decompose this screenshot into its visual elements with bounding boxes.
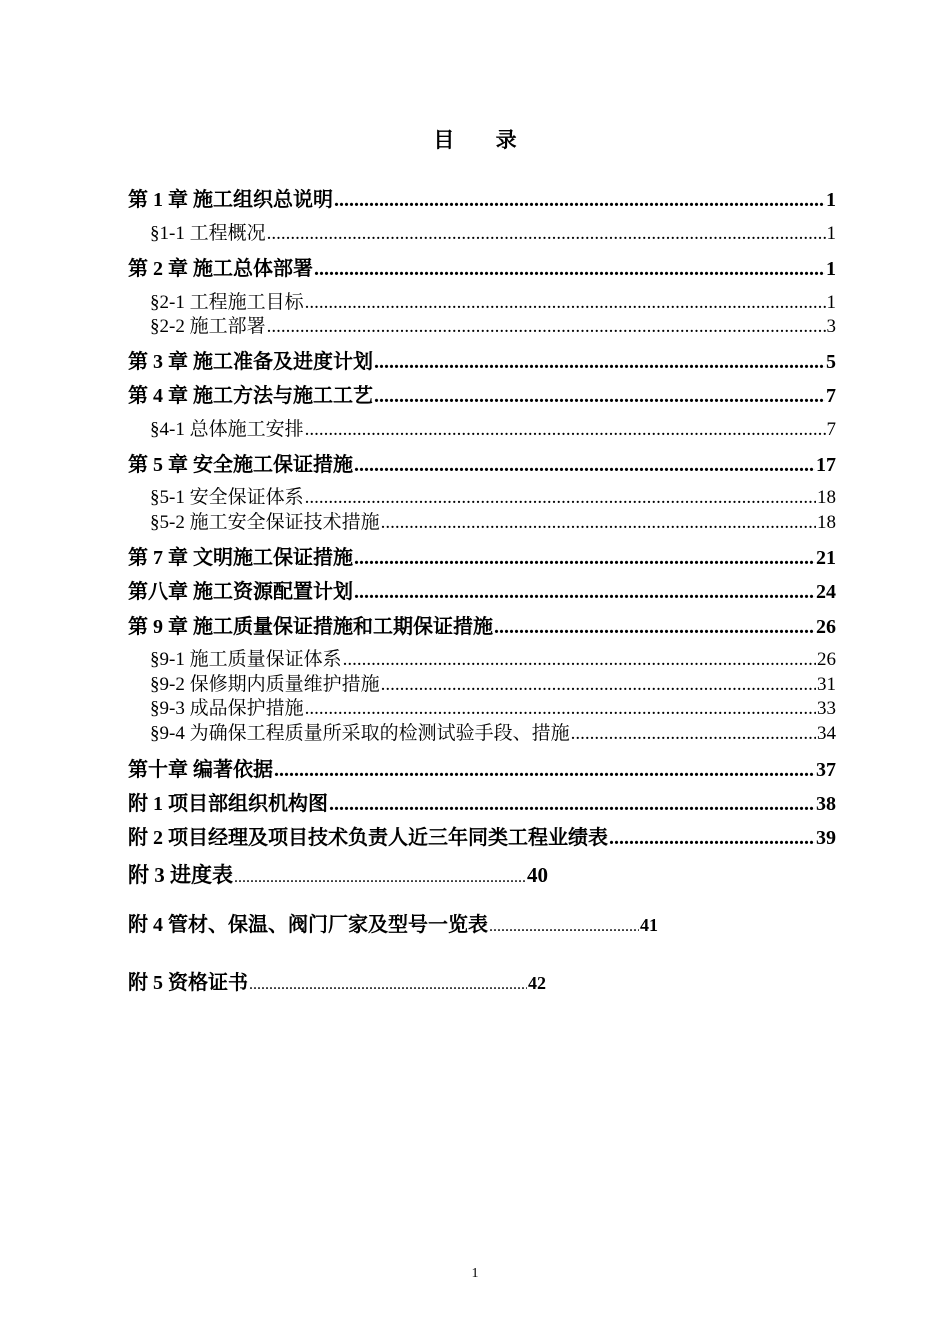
- dot-leader: [334, 189, 825, 212]
- toc-label: §2-1 工程施工目标: [150, 292, 304, 313]
- toc-title: 目 录: [433, 128, 535, 152]
- toc-page-number: 1: [826, 223, 836, 244]
- toc-entry-chapter-1[interactable]: [128, 183, 836, 212]
- toc-label: §4-1 总体施工安排: [150, 419, 304, 440]
- toc-entry-chapter-8[interactable]: [128, 575, 836, 604]
- toc-page-number: 21: [816, 547, 836, 569]
- toc-label: §9-3 成品保护措施: [150, 698, 304, 719]
- toc-page-number: 31: [817, 674, 836, 695]
- toc-entry-section-9-4[interactable]: [150, 718, 836, 745]
- toc-page-number: 1: [826, 258, 836, 280]
- toc-label: 附 5 资格证书: [128, 972, 248, 994]
- toc-entry-chapter-5[interactable]: [128, 448, 836, 477]
- dot-leader: [343, 649, 816, 671]
- toc-page-number: 33: [817, 698, 836, 719]
- toc-label: 附 2 项目经理及项目技术负责人近三年同类工程业绩表: [128, 827, 608, 849]
- dot-leader: [249, 976, 527, 994]
- toc-page-number: 1: [826, 189, 836, 211]
- toc-label: §2-2 施工部署: [150, 316, 266, 337]
- toc-label: 第 3 章 施工准备及进度计划: [128, 351, 373, 373]
- toc-page-number: 5: [826, 351, 836, 373]
- toc-label: 第十章 编著依据: [128, 759, 273, 781]
- dot-leader: [234, 869, 526, 887]
- toc-entry-chapter-10[interactable]: [128, 753, 836, 782]
- toc-page-number: 26: [817, 649, 836, 670]
- dot-leader: [374, 351, 825, 374]
- toc-entry-section-1-1[interactable]: [150, 218, 836, 245]
- toc-entry-section-9-3[interactable]: [150, 693, 836, 720]
- dot-leader: [274, 759, 815, 782]
- toc-label: §9-1 施工质量保证体系: [150, 649, 342, 670]
- dot-leader: [489, 918, 639, 936]
- dot-leader: [305, 487, 816, 509]
- toc-entry-chapter-9[interactable]: [128, 610, 836, 639]
- dot-leader: [609, 827, 815, 850]
- toc-entry-appendix-3[interactable]: [128, 859, 548, 889]
- dot-leader: [314, 258, 825, 281]
- dot-leader: [267, 316, 826, 338]
- dot-leader: [305, 698, 816, 720]
- toc-entry-section-2-1[interactable]: [150, 287, 836, 314]
- toc-page-number: 3: [826, 316, 836, 337]
- toc-page-number: 26: [816, 616, 836, 638]
- dot-leader: [267, 223, 826, 245]
- dot-leader: [374, 385, 825, 408]
- toc-entry-section-4-1[interactable]: [150, 414, 836, 441]
- toc-label: §1-1 工程概况: [150, 223, 266, 244]
- toc-label: 第 1 章 施工组织总说明: [128, 189, 333, 211]
- toc-page-number: 39: [816, 827, 836, 849]
- toc-entry-chapter-4[interactable]: [128, 379, 836, 408]
- toc-page-number: 40: [527, 863, 548, 887]
- toc-page-number: 7: [826, 385, 836, 407]
- toc-label: 第 9 章 施工质量保证措施和工期保证措施: [128, 616, 493, 638]
- toc-page-number: 1: [826, 292, 836, 313]
- toc-label: §9-4 为确保工程质量所采取的检测试验手段、措施: [150, 723, 570, 744]
- toc-entry-section-5-2[interactable]: [150, 507, 836, 534]
- toc-entry-appendix-5[interactable]: [128, 966, 546, 995]
- toc-label: 第 2 章 施工总体部署: [128, 258, 313, 280]
- toc-entry-appendix-2[interactable]: [128, 821, 836, 850]
- toc-page-number: 18: [817, 512, 836, 533]
- toc-label: §5-2 施工安全保证技术措施: [150, 512, 380, 533]
- dot-leader: [354, 581, 815, 604]
- toc-label: 第 4 章 施工方法与施工工艺: [128, 385, 373, 407]
- toc-label: 第八章 施工资源配置计划: [128, 581, 353, 603]
- dot-leader: [354, 547, 815, 570]
- toc-entry-chapter-2[interactable]: [128, 252, 836, 281]
- dot-leader: [571, 723, 816, 745]
- toc-label: 附 4 管材、保温、阀门厂家及型号一览表: [128, 914, 488, 936]
- toc-label: 附 3 进度表: [128, 863, 233, 887]
- toc-entry-appendix-1[interactable]: [128, 787, 836, 816]
- page-number-footer: 1: [471, 1266, 479, 1281]
- toc-label: §5-1 安全保证体系: [150, 487, 304, 508]
- toc-page-number: 24: [816, 581, 836, 603]
- toc-page-number: 18: [817, 487, 836, 508]
- toc-page-number: 42: [528, 973, 546, 993]
- toc-page-number: 34: [817, 723, 836, 744]
- dot-leader: [329, 793, 815, 816]
- toc-entry-appendix-4[interactable]: [128, 908, 658, 937]
- toc-entry-section-9-1[interactable]: [150, 644, 836, 671]
- dot-leader: [305, 419, 826, 441]
- toc-page-number: 37: [816, 759, 836, 781]
- dot-leader: [381, 512, 816, 534]
- dot-leader: [354, 454, 815, 477]
- toc-label: 第 5 章 安全施工保证措施: [128, 454, 353, 476]
- toc-page-number: 17: [816, 454, 836, 476]
- toc-entry-section-5-1[interactable]: [150, 482, 836, 509]
- toc-entry-section-2-2[interactable]: [150, 311, 836, 338]
- toc-page-number: 41: [640, 915, 658, 935]
- toc-entry-chapter-3[interactable]: [128, 345, 836, 374]
- toc-label: 附 1 项目部组织机构图: [128, 793, 328, 815]
- toc-label: 第 7 章 文明施工保证措施: [128, 547, 353, 569]
- toc-page-number: 38: [816, 793, 836, 815]
- toc-entry-chapter-7[interactable]: [128, 541, 836, 570]
- toc-entry-section-9-2[interactable]: [150, 669, 836, 696]
- dot-leader: [494, 616, 815, 639]
- toc-label: §9-2 保修期内质量维护措施: [150, 674, 380, 695]
- toc-page-number: 7: [826, 419, 836, 440]
